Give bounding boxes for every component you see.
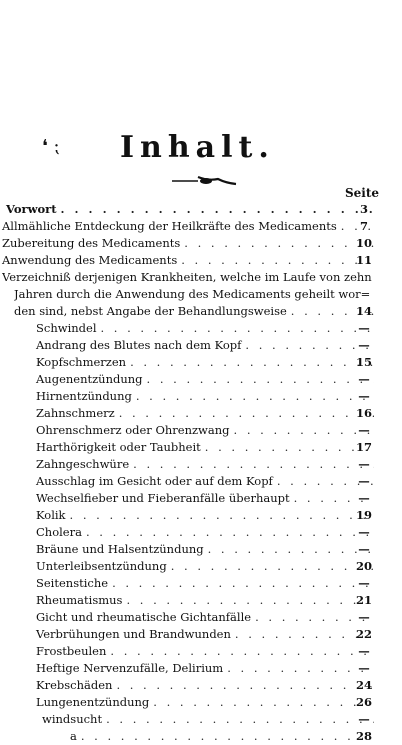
- entry-label: Kopfschmerzen: [36, 355, 127, 369]
- entry-page: 3: [359, 202, 368, 216]
- ornament-divider-icon: [170, 174, 240, 188]
- entry-page: —: [358, 712, 370, 726]
- entry-label: Anwendung des Medicaments: [2, 253, 178, 267]
- toc-entry: [36, 472, 378, 490]
- toc-entry: [36, 625, 378, 643]
- printer-mark-icon: ❛ ⁏: [42, 136, 60, 157]
- entry-page: 15: [355, 355, 372, 369]
- entry-page: 19: [355, 508, 372, 522]
- entry-page: —: [358, 644, 370, 658]
- leader-dots: [171, 557, 374, 575]
- toc-entry: [14, 302, 378, 320]
- entry-page: —: [358, 610, 370, 624]
- entry-page: —: [358, 491, 370, 505]
- toc-entry: [36, 336, 378, 354]
- toc-entry: [2, 251, 378, 269]
- entry-label: Krebschäden: [36, 678, 113, 692]
- entry-page: —: [358, 372, 370, 386]
- leader-dots: [81, 727, 374, 745]
- entry-label: Wechselfieber und Fieberanfälle überhaupt: [36, 491, 290, 505]
- toc-entry: [36, 421, 378, 439]
- entry-label: a: [70, 729, 77, 743]
- leader-dots: [112, 574, 374, 592]
- toc-entry: [36, 353, 378, 371]
- entry-label: Zubereitung des Medicaments: [2, 236, 181, 250]
- entry-label: Vorwort: [6, 202, 57, 216]
- toc-entry: [36, 489, 378, 507]
- entry-page: 10: [355, 236, 372, 250]
- entry-label: Ohrenschmerz oder Ohrenzwang: [36, 423, 230, 437]
- entry-label: Augenentzündung: [36, 372, 143, 386]
- toc-entry: [36, 523, 378, 541]
- entry-page: 28: [355, 729, 372, 743]
- entry-page: 14: [355, 304, 372, 318]
- leader-dots: [70, 506, 374, 524]
- leader-dots: [205, 438, 374, 456]
- toc-entry: [14, 285, 380, 303]
- entry-page: —: [358, 423, 370, 437]
- entry-page: 21: [355, 593, 372, 607]
- entry-page: —: [358, 661, 370, 675]
- leader-dots: [130, 353, 374, 371]
- entry-label: Ausschlag im Gesicht oder auf dem Kopf: [36, 474, 273, 488]
- entry-label: Lungenentzündung: [36, 695, 150, 709]
- leader-dots: [116, 676, 374, 694]
- leader-dots: [126, 591, 374, 609]
- toc-entry: [2, 268, 380, 286]
- entry-label: Verbrühungen und Brandwunden: [36, 627, 231, 641]
- entry-page: —: [358, 474, 370, 488]
- entry-page: 22: [355, 627, 372, 641]
- leader-dots: [119, 404, 374, 422]
- leader-dots: [184, 234, 374, 252]
- toc-entry: [36, 693, 378, 711]
- entry-label: Andrang des Blutes nach dem Kopf: [36, 338, 242, 352]
- toc-entry: [36, 557, 378, 575]
- entry-label: Allmähliche Entdeckung der Heilkräfte des Medicaments: [2, 219, 337, 233]
- toc-entry: [2, 234, 378, 252]
- entry-page: 7: [359, 219, 368, 233]
- entry-page: —: [358, 338, 370, 352]
- toc-entry: [36, 387, 378, 405]
- entry-label: Harthörigkeit oder Taubheit: [36, 440, 201, 454]
- toc-entry: [36, 659, 378, 677]
- entry-label: Zahngeschwüre: [36, 457, 130, 471]
- leader-dots: [153, 693, 374, 711]
- entry-label: windsucht: [42, 712, 103, 726]
- toc-entry: [36, 574, 378, 592]
- entry-page: 11: [355, 253, 372, 267]
- leader-dots: [133, 455, 374, 473]
- toc-entry: [36, 540, 378, 558]
- toc-entry: [36, 404, 378, 422]
- toc-entry: [36, 506, 378, 524]
- toc-entry: [6, 200, 378, 218]
- leader-dots: [147, 370, 374, 388]
- entry-page: 26: [355, 695, 372, 709]
- entry-label: Jahren durch die Anwendung des Medicaments geheilt wor=: [14, 287, 371, 301]
- entry-page: —: [358, 389, 370, 403]
- entry-page: —: [358, 525, 370, 539]
- entry-label: Kolik: [36, 508, 66, 522]
- page-column-header: Seite: [345, 186, 380, 200]
- entry-page: 24: [355, 678, 372, 692]
- entry-page: 20: [355, 559, 372, 573]
- toc-entry: [36, 608, 378, 626]
- leader-dots: [86, 523, 374, 541]
- entry-page: —: [358, 542, 370, 556]
- toc-entry: [36, 676, 378, 694]
- entry-page: 17: [355, 440, 372, 454]
- leader-dots: [61, 200, 374, 218]
- leader-dots: [136, 387, 374, 405]
- toc-entry: [70, 727, 378, 745]
- toc-entry: [36, 370, 378, 388]
- entry-label: Hirnentzündung: [36, 389, 132, 403]
- entry-label: Unterleibsentzündung: [36, 559, 167, 573]
- entry-page: —: [358, 576, 370, 590]
- leader-dots: [110, 642, 374, 660]
- entry-label: Rheumatismus: [36, 593, 123, 607]
- entry-page: —: [358, 457, 370, 471]
- entry-label: Frostbeulen: [36, 644, 107, 658]
- toc-entry: [36, 438, 378, 456]
- entry-label: Gicht und rheumatische Gichtanfälle: [36, 610, 252, 624]
- entry-page: —: [358, 321, 370, 335]
- leader-dots: [106, 710, 374, 728]
- entry-label: den sind, nebst Angabe der Behandlungsweise: [14, 304, 287, 318]
- leader-dots: [101, 319, 375, 337]
- entry-page: 16: [355, 406, 372, 420]
- entry-label: Cholera: [36, 525, 82, 539]
- entry-label: Seitenstiche: [36, 576, 109, 590]
- toc-entry: [36, 591, 378, 609]
- toc-entry: [36, 642, 378, 660]
- toc-entry: [42, 710, 378, 728]
- entry-label: Heftige Nervenzufälle, Delirium: [36, 661, 224, 675]
- entry-label: Bräune und Halsentzündung: [36, 542, 204, 556]
- entry-label: Schwindel: [36, 321, 97, 335]
- page-title: Inhalt.: [120, 130, 275, 165]
- entry-label: Zahnschmerz: [36, 406, 115, 420]
- toc-entry: [2, 217, 378, 235]
- leader-dots: [181, 251, 374, 269]
- toc-entry: [36, 319, 378, 337]
- entry-label: Verzeichniß derjenigen Krankheiten, welche im Laufe von zehn: [2, 270, 372, 284]
- toc-entry: [36, 455, 378, 473]
